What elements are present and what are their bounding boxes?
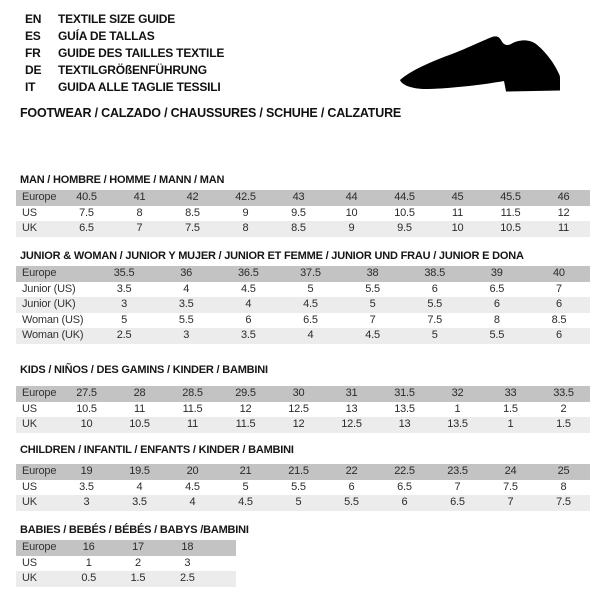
- language-code: EN: [25, 12, 42, 26]
- size-value: 3: [60, 495, 113, 511]
- language-title: TEXTILGRÖßENFÜHRUNG: [58, 63, 207, 77]
- region-label: UK: [16, 495, 60, 511]
- size-row-uk: [16, 221, 590, 237]
- region-label: US: [22, 556, 37, 569]
- region-label: Junior (UK): [16, 297, 93, 313]
- size-value: 6: [245, 313, 252, 326]
- size-value: 3: [184, 556, 191, 569]
- size-value: 33: [484, 386, 537, 402]
- size-value: 18: [163, 540, 212, 556]
- size-value: 13.5: [431, 417, 484, 433]
- size-row-us: [16, 556, 236, 572]
- size-value: 24: [484, 464, 537, 480]
- filler-cell: [212, 571, 236, 587]
- size-value: 12.5: [288, 402, 309, 415]
- size-value: 23.5: [431, 464, 484, 480]
- size-value: 12.5: [325, 417, 378, 433]
- size-value: 38: [342, 266, 404, 282]
- size-value: 22: [325, 464, 378, 480]
- region-label: Europe: [16, 190, 60, 206]
- size-value: 2: [135, 556, 141, 569]
- size-value: 3.5: [113, 495, 166, 511]
- region-label: Europe: [16, 266, 93, 282]
- size-value: 7: [369, 313, 376, 326]
- size-value: 5.5: [404, 297, 466, 313]
- size-value: 13.5: [394, 402, 415, 415]
- section-title-babies: BABIES / BEBÉS / BÉBÉS / BABYS /BAMBINI: [20, 524, 249, 536]
- size-value: 5: [342, 297, 404, 313]
- size-value: 6: [378, 495, 431, 511]
- size-value: 12: [272, 417, 325, 433]
- size-value: 10: [431, 221, 484, 237]
- size-value: 45: [431, 190, 484, 206]
- size-value: 4.5: [219, 495, 272, 511]
- size-value: 4: [279, 328, 341, 344]
- size-value: 5.5: [325, 495, 378, 511]
- size-value: 9.5: [378, 221, 431, 237]
- size-value: 42: [166, 190, 219, 206]
- size-value: 1.5: [537, 417, 590, 433]
- size-value: 1: [85, 556, 92, 569]
- size-value: 0.5: [64, 571, 113, 587]
- size-value: 10.5: [394, 206, 415, 219]
- size-value: 42.5: [219, 190, 272, 206]
- language-code: DE: [25, 63, 42, 77]
- size-value: 31: [325, 386, 378, 402]
- size-value: 7: [113, 221, 166, 237]
- size-value: 1: [484, 417, 537, 433]
- size-row-woman-uk-: [16, 328, 590, 344]
- language-title: GUIDE DES TAILLES TEXTILE: [58, 46, 225, 60]
- size-value: 7: [484, 495, 537, 511]
- size-row-uk: [16, 571, 236, 587]
- size-value: 6.5: [489, 282, 505, 295]
- size-row-woman-us-: [16, 313, 590, 329]
- region-label: Europe: [16, 386, 60, 402]
- language-row-fr: [25, 45, 224, 62]
- size-table-kids: [16, 386, 590, 433]
- size-value: 2.5: [93, 328, 155, 344]
- size-value: 2: [560, 402, 567, 415]
- size-value: 4.5: [279, 297, 341, 313]
- region-label: US: [22, 480, 37, 493]
- size-value: 36: [155, 266, 217, 282]
- size-table-babies: [16, 540, 236, 587]
- size-value: 7.5: [79, 206, 94, 219]
- size-value: 4.5: [185, 480, 200, 493]
- size-value: 5: [242, 480, 249, 493]
- size-value: 19: [60, 464, 113, 480]
- section-title-man: MAN / HOMBRE / HOMME / MANN / MAN: [20, 174, 225, 186]
- size-value: 29.5: [219, 386, 272, 402]
- language-title: GUÍA DE TALLAS: [58, 29, 155, 43]
- size-value: 3: [155, 328, 217, 344]
- size-value: 4.5: [342, 328, 404, 344]
- language-code: IT: [25, 80, 36, 94]
- size-value: 41: [113, 190, 166, 206]
- size-value: 21.5: [272, 464, 325, 480]
- size-value: 3.5: [79, 480, 94, 493]
- size-value: 6.5: [431, 495, 484, 511]
- language-row-de: [25, 62, 224, 79]
- size-value: 20: [166, 464, 219, 480]
- size-row-europe: [16, 464, 590, 480]
- size-value: 4: [136, 480, 143, 493]
- size-value: 31.5: [378, 386, 431, 402]
- size-row-europe: [16, 266, 590, 282]
- size-value: 11.5: [219, 417, 272, 433]
- size-value: 35.5: [93, 266, 155, 282]
- size-value: 10.5: [76, 402, 97, 415]
- size-row-europe: [16, 190, 590, 206]
- size-value: 5.5: [178, 313, 194, 326]
- filler-cell: [212, 540, 236, 556]
- size-value: 7.5: [503, 480, 518, 493]
- size-value: 25: [537, 464, 590, 480]
- size-value: 1: [454, 402, 461, 415]
- language-code: FR: [25, 46, 41, 60]
- size-value: 7: [454, 480, 461, 493]
- size-row-us: [16, 480, 590, 496]
- size-value: 11.5: [500, 206, 521, 219]
- size-value: 21: [219, 464, 272, 480]
- size-value: 27.5: [60, 386, 113, 402]
- size-value: 8.5: [272, 221, 325, 237]
- region-label: Woman (US): [22, 313, 84, 326]
- size-value: 19.5: [113, 464, 166, 480]
- size-value: 8: [136, 206, 143, 219]
- language-title: TEXTILE SIZE GUIDE: [58, 12, 176, 26]
- size-value: 1.5: [503, 402, 518, 415]
- dress-shoe-icon: [396, 34, 570, 96]
- size-row-uk: [16, 417, 590, 433]
- region-label: Europe: [16, 540, 64, 556]
- size-row-europe: [16, 386, 590, 402]
- size-value: 13: [345, 402, 358, 415]
- size-value: 17: [113, 540, 162, 556]
- size-row-us: [16, 206, 590, 222]
- size-value: 6.5: [303, 313, 318, 326]
- size-value: 7: [555, 282, 562, 295]
- size-value: 8: [219, 221, 272, 237]
- language-row-it: [25, 79, 224, 96]
- size-value: 13: [378, 417, 431, 433]
- region-label: UK: [16, 417, 60, 433]
- size-value: 4.5: [240, 282, 256, 295]
- size-value: 8: [560, 480, 567, 493]
- section-title-children: CHILDREN / INFANTIL / ENFANTS / KINDER / BAMBINI: [20, 444, 294, 456]
- size-row-junior-us-: [16, 282, 590, 298]
- size-value: 4: [217, 297, 279, 313]
- region-label: Europe: [16, 464, 60, 480]
- language-title: GUIDA ALLE TAGLIE TESSILI: [58, 80, 221, 94]
- size-value: 28: [113, 386, 166, 402]
- size-value: 6: [348, 480, 355, 493]
- section-title-junior-woman: JUNIOR & WOMAN / JUNIOR Y MUJER / JUNIOR ET FEMME / JUNIOR UND FRAU / JUNIOR E DONA: [20, 250, 524, 262]
- size-value: 6: [528, 328, 590, 344]
- size-value: 43: [272, 190, 325, 206]
- size-value: 37.5: [279, 266, 341, 282]
- size-table-children: [16, 464, 590, 511]
- size-row-europe: [16, 540, 236, 556]
- language-row-en: [25, 11, 224, 28]
- region-label: US: [22, 402, 37, 415]
- size-value: 10: [345, 206, 358, 219]
- size-table-junior-woman: [16, 266, 590, 344]
- size-value: 38.5: [404, 266, 466, 282]
- size-value: 7.5: [427, 313, 443, 326]
- size-value: 9: [242, 206, 249, 219]
- size-value: 5: [121, 313, 128, 326]
- size-value: 6.5: [397, 480, 412, 493]
- size-value: 33.5: [537, 386, 590, 402]
- language-list: [25, 11, 224, 96]
- section-title-kids: KIDS / NIÑOS / DES GAMINS / KINDER / BAMBINI: [20, 364, 268, 376]
- size-value: 11: [166, 417, 219, 433]
- size-value: 28.5: [166, 386, 219, 402]
- size-row-junior-uk-: [16, 297, 590, 313]
- size-value: 8: [493, 313, 500, 326]
- size-value: 7.5: [537, 495, 590, 511]
- size-value: 3: [93, 297, 155, 313]
- size-value: 6: [466, 297, 528, 313]
- size-value: 10.5: [484, 221, 537, 237]
- size-value: 8.5: [551, 313, 567, 326]
- size-value: 6: [431, 282, 438, 295]
- filler-cell: [212, 556, 236, 572]
- size-row-uk: [16, 495, 590, 511]
- size-value: 30: [272, 386, 325, 402]
- size-table-man: [16, 190, 590, 237]
- size-value: 5: [404, 328, 466, 344]
- size-value: 16: [64, 540, 113, 556]
- size-row-us: [16, 402, 590, 418]
- language-code: ES: [25, 29, 41, 43]
- size-value: 44.5: [378, 190, 431, 206]
- region-label: US: [22, 206, 37, 219]
- region-label: UK: [16, 571, 64, 587]
- region-label: Woman (UK): [16, 328, 93, 344]
- size-value: 22.5: [378, 464, 431, 480]
- size-value: 11: [537, 221, 590, 237]
- size-value: 5.5: [466, 328, 528, 344]
- size-value: 40: [528, 266, 590, 282]
- size-value: 1.5: [113, 571, 162, 587]
- size-value: 44: [325, 190, 378, 206]
- size-value: 5.5: [365, 282, 380, 295]
- size-value: 11.5: [182, 402, 203, 415]
- size-value: 39: [466, 266, 528, 282]
- size-value: 5: [307, 282, 314, 295]
- size-value: 6: [528, 297, 590, 313]
- size-value: 7.5: [166, 221, 219, 237]
- size-value: 4: [183, 282, 190, 295]
- size-value: 4: [166, 495, 219, 511]
- size-value: 5.5: [291, 480, 306, 493]
- size-value: 32: [431, 386, 484, 402]
- size-value: 3.5: [116, 282, 132, 295]
- size-value: 3.5: [217, 328, 279, 344]
- size-value: 11: [451, 206, 464, 219]
- size-value: 12: [557, 206, 570, 219]
- size-value: 36.5: [217, 266, 279, 282]
- size-value: 40.5: [60, 190, 113, 206]
- size-value: 46: [537, 190, 590, 206]
- size-value: 3.5: [155, 297, 217, 313]
- size-value: 8.5: [185, 206, 200, 219]
- size-value: 9.5: [291, 206, 306, 219]
- size-value: 5: [272, 495, 325, 511]
- size-value: 6.5: [60, 221, 113, 237]
- size-value: 11: [133, 402, 146, 415]
- size-value: 12: [239, 402, 252, 415]
- category-title: FOOTWEAR / CALZADO / CHAUSSURES / SCHUHE / CALZATURE: [20, 106, 402, 120]
- size-value: 10: [60, 417, 113, 433]
- size-value: 45.5: [484, 190, 537, 206]
- size-value: 10.5: [113, 417, 166, 433]
- size-value: 2.5: [163, 571, 212, 587]
- region-label: Junior (US): [22, 282, 76, 295]
- region-label: UK: [16, 221, 60, 237]
- size-value: 9: [325, 221, 378, 237]
- language-row-es: [25, 28, 224, 45]
